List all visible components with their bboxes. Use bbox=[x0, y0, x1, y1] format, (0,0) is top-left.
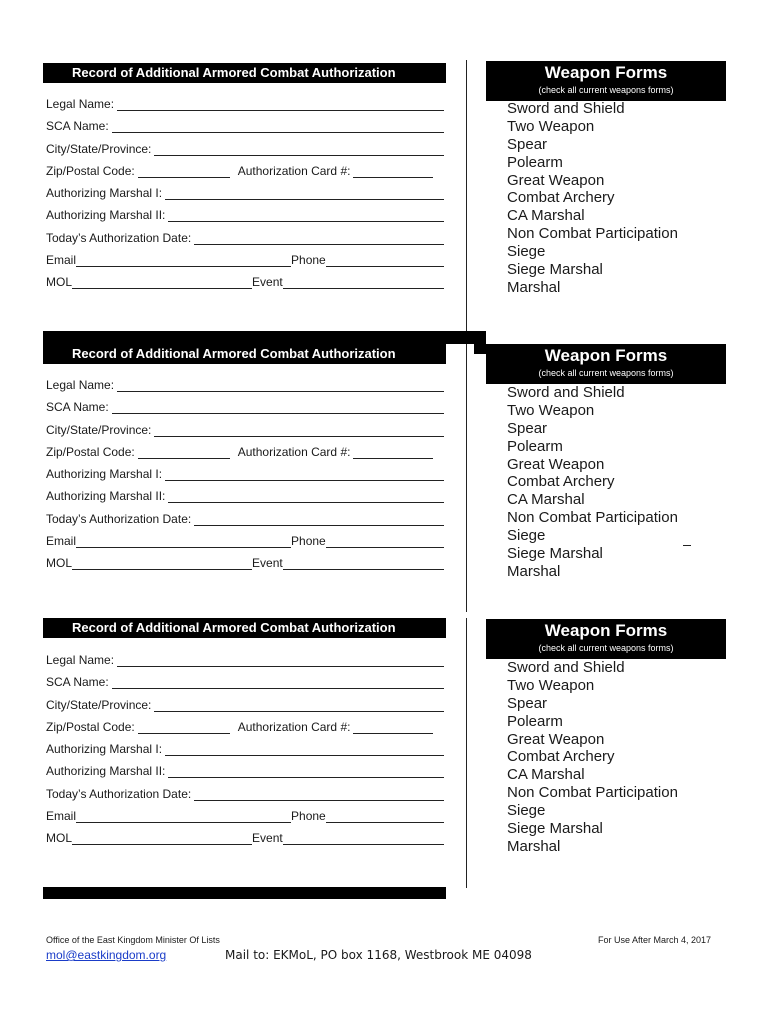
weapon-item[interactable]: CA Marshal bbox=[507, 491, 585, 509]
weapon-forms-title: Weapon Forms bbox=[544, 621, 668, 640]
auth-card-label: Authorization Card #: bbox=[237, 720, 351, 734]
weapon-item[interactable]: Two Weapon bbox=[507, 117, 595, 135]
weapon-forms-subtitle: (check all current weapons forms) bbox=[538, 643, 674, 653]
form-title-bar: Record of Additional Armored Combat Authorization bbox=[43, 344, 446, 364]
city-field[interactable] bbox=[46, 421, 444, 437]
sca-name-label: SCA Name: bbox=[46, 675, 109, 689]
form-block-3 bbox=[0, 556, 770, 855]
vertical-divider-2 bbox=[466, 342, 467, 612]
city-field[interactable] bbox=[46, 140, 444, 156]
weapon-forms-subtitle: (check all current weapons forms) bbox=[538, 85, 674, 95]
event-label: Event bbox=[252, 831, 283, 845]
marshal2-field[interactable] bbox=[46, 206, 444, 222]
marshal2-label: Authorizing Marshal II: bbox=[46, 764, 166, 778]
form-block-1 bbox=[0, 0, 770, 296]
email-label: Email bbox=[46, 253, 77, 267]
email-phone-row[interactable] bbox=[46, 807, 444, 823]
mailing-address: Mail to: EKMoL, PO box 1168, Westbrook ME 04098 bbox=[225, 948, 532, 962]
marshal1-field[interactable] bbox=[46, 740, 444, 756]
weapon-item[interactable]: Great Weapon bbox=[507, 455, 605, 473]
marshal2-label: Authorizing Marshal II: bbox=[46, 489, 166, 503]
date-label: Today’s Authorization Date: bbox=[46, 787, 192, 801]
auth-card-label: Authorization Card #: bbox=[237, 164, 351, 178]
vertical-divider-3 bbox=[466, 618, 467, 888]
legal-name-label: Legal Name: bbox=[46, 378, 115, 392]
mol-event-row[interactable] bbox=[46, 829, 444, 845]
marshal2-field[interactable] bbox=[46, 762, 444, 778]
date-label: Today’s Authorization Date: bbox=[46, 512, 192, 526]
weapon-item[interactable]: Two Weapon bbox=[507, 401, 595, 419]
weapon-item[interactable]: CA Marshal bbox=[507, 766, 585, 784]
weapon-item[interactable]: Spear bbox=[507, 419, 548, 437]
event-label: Event bbox=[252, 275, 283, 289]
weapon-item[interactable]: Combat Archery bbox=[507, 748, 615, 766]
zip-label: Zip/Postal Code: bbox=[46, 720, 135, 734]
weapon-item[interactable]: Siege bbox=[507, 527, 546, 545]
weapon-item[interactable]: Great Weapon bbox=[507, 171, 605, 189]
date-field[interactable] bbox=[46, 229, 444, 245]
marshal1-label: Authorizing Marshal I: bbox=[46, 742, 163, 756]
weapon-item[interactable]: Sword and Shield bbox=[507, 659, 625, 676]
zip-auth-row[interactable] bbox=[46, 718, 444, 734]
weapon-forms-header bbox=[486, 61, 726, 101]
weapon-item[interactable]: Siege Marshal bbox=[507, 545, 603, 563]
mol-label: MOL bbox=[46, 831, 73, 845]
city-label: City/State/Province: bbox=[46, 698, 152, 712]
weapon-item[interactable]: Siege Marshal bbox=[507, 261, 603, 279]
weapon-item[interactable]: Spear bbox=[507, 135, 548, 153]
phone-label: Phone bbox=[291, 809, 326, 823]
legal-name-field[interactable] bbox=[46, 651, 444, 667]
weapon-forms-list bbox=[507, 384, 678, 581]
weapon-forms-list bbox=[507, 659, 678, 856]
office-name: Office of the East Kingdom Minister Of Lists bbox=[46, 935, 220, 945]
date-field[interactable] bbox=[46, 785, 444, 801]
marshal1-label: Authorizing Marshal I: bbox=[46, 467, 163, 481]
city-label: City/State/Province: bbox=[46, 142, 152, 156]
phone-label: Phone bbox=[291, 253, 326, 267]
weapon-item[interactable]: Two Weapon bbox=[507, 676, 595, 694]
sca-name-label: SCA Name: bbox=[46, 400, 109, 414]
sca-name-label: SCA Name: bbox=[46, 119, 109, 133]
zip-label: Zip/Postal Code: bbox=[46, 445, 135, 459]
marshal1-field[interactable] bbox=[46, 184, 444, 200]
weapon-item[interactable]: Great Weapon bbox=[507, 730, 605, 748]
form-block-2 bbox=[0, 278, 770, 580]
vertical-divider-1 bbox=[466, 60, 467, 332]
weapon-forms-title: Weapon Forms bbox=[544, 63, 668, 82]
city-field[interactable] bbox=[46, 696, 444, 712]
event-label: Event bbox=[252, 556, 283, 570]
legal-name-field[interactable] bbox=[46, 376, 444, 392]
sca-name-field[interactable] bbox=[46, 398, 444, 414]
mol-label: MOL bbox=[46, 275, 73, 289]
sca-name-field[interactable] bbox=[46, 673, 444, 689]
weapon-item[interactable]: Non Combat Participation bbox=[507, 784, 678, 802]
date-label: Today’s Authorization Date: bbox=[46, 231, 192, 245]
weapon-item[interactable]: Polearm bbox=[507, 153, 563, 171]
city-label: City/State/Province: bbox=[46, 423, 152, 437]
zip-auth-row[interactable] bbox=[46, 162, 444, 178]
email-label: Email bbox=[46, 809, 77, 823]
weapon-forms-header bbox=[486, 344, 726, 384]
weapon-item[interactable]: Polearm bbox=[507, 712, 563, 730]
marshal2-field[interactable] bbox=[46, 487, 444, 503]
weapon-item[interactable]: Marshal bbox=[507, 837, 561, 855]
separator-bar-1-stub bbox=[474, 344, 486, 354]
weapon-item[interactable]: Marshal bbox=[507, 278, 561, 296]
marshal1-label: Authorizing Marshal I: bbox=[46, 186, 163, 200]
weapon-item[interactable]: CA Marshal bbox=[507, 207, 585, 225]
marshal2-label: Authorizing Marshal II: bbox=[46, 208, 166, 222]
weapon-forms-subtitle: (check all current weapons forms) bbox=[538, 368, 674, 378]
separator-bar-1 bbox=[43, 331, 446, 344]
email-phone-row[interactable] bbox=[46, 251, 444, 267]
weapon-forms-title: Weapon Forms bbox=[544, 346, 668, 365]
weapon-item[interactable]: Siege Marshal bbox=[507, 820, 603, 838]
date-field[interactable] bbox=[46, 510, 444, 526]
weapon-item[interactable]: Combat Archery bbox=[507, 189, 615, 207]
weapon-item[interactable]: Non Combat Participation bbox=[507, 225, 678, 243]
weapon-item[interactable]: Polearm bbox=[507, 437, 563, 455]
usage-notice: For Use After March 4, 2017 bbox=[598, 935, 712, 945]
weapon-item[interactable]: Non Combat Participation bbox=[507, 509, 678, 527]
legal-name-label: Legal Name: bbox=[46, 653, 115, 667]
email-phone-row[interactable] bbox=[46, 532, 444, 548]
legal-name-field[interactable] bbox=[46, 95, 444, 111]
form-title-bar: Record of Additional Armored Combat Authorization bbox=[43, 63, 446, 83]
form-title-bar: Record of Additional Armored Combat Authorization bbox=[43, 618, 446, 638]
zip-auth-row[interactable] bbox=[46, 443, 444, 459]
sca-name-field[interactable] bbox=[46, 117, 444, 133]
mol-label: MOL bbox=[46, 556, 73, 570]
marshal1-field[interactable] bbox=[46, 465, 444, 481]
weapon-item[interactable]: Combat Archery bbox=[507, 473, 615, 491]
separator-bar-bottom bbox=[43, 887, 446, 899]
phone-label: Phone bbox=[291, 534, 326, 548]
stray-dash bbox=[683, 545, 691, 546]
weapon-item[interactable]: Siege bbox=[507, 243, 546, 261]
weapon-item[interactable]: Sword and Shield bbox=[507, 100, 625, 117]
separator-bar-1-right bbox=[446, 331, 486, 344]
weapon-forms-list bbox=[507, 100, 678, 297]
legal-name-label: Legal Name: bbox=[46, 97, 115, 111]
weapon-item[interactable]: Sword and Shield bbox=[507, 384, 625, 401]
weapon-item[interactable]: Spear bbox=[507, 694, 548, 712]
weapon-forms-header bbox=[486, 619, 726, 659]
auth-card-label: Authorization Card #: bbox=[237, 445, 351, 459]
weapon-item[interactable]: Siege bbox=[507, 802, 546, 820]
email-link[interactable]: mol@eastkingdom.org bbox=[46, 948, 167, 962]
email-label: Email bbox=[46, 534, 77, 548]
weapon-item[interactable]: Marshal bbox=[507, 562, 561, 580]
zip-label: Zip/Postal Code: bbox=[46, 164, 135, 178]
